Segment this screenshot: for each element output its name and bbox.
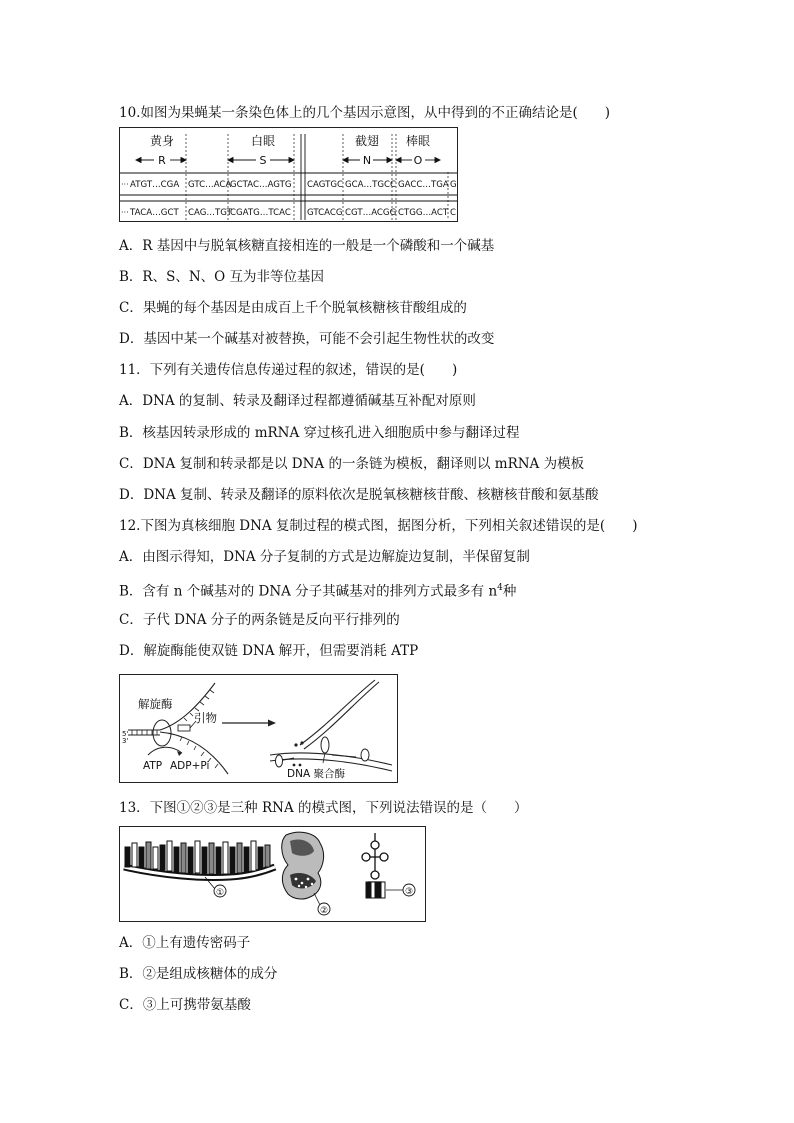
q12-option-d: D．解旋酶能使双链 DNA 解开，但需要消耗 ATP: [119, 643, 419, 659]
q11-option-a: A．DNA 的复制、转录及翻译过程都遵循碱基互补配对原则: [119, 393, 476, 409]
atp-label: ATP: [143, 760, 163, 772]
q12-option-c: C．子代 DNA 分子的两条链是反向平行排列的: [119, 612, 400, 628]
q12-option-a: A．由图示得知，DNA 分子复制的方式是边解旋边复制，半保留复制: [119, 549, 530, 565]
trait-label: 棒眼: [405, 134, 431, 148]
gene-label-o: O: [413, 154, 423, 167]
top-strand-seq: GACC…TGA: [398, 180, 449, 190]
trait-label: 黄身: [149, 134, 175, 148]
top-strand-seq: GCA…TGCC: [345, 180, 397, 190]
q10-option-b: B．R、S、N、O 互为非等位基因: [119, 269, 325, 285]
top-strand-seq: GTC…ACA: [188, 180, 232, 190]
q11-option-d: D．DNA 复制、转录及翻译的原料依次是脱氧核糖核苷酸、核糖核苷酸和氨基酸: [119, 487, 599, 503]
gene-label-n: N: [362, 154, 372, 167]
trait-label: 截翅: [354, 134, 380, 148]
top-strand-seq: G: [450, 180, 457, 190]
trait-label: 白眼: [250, 134, 276, 148]
q11-option-c: C．DNA 复制和转录都是以 DNA 的一条链为模板，翻译则以 mRNA 为模板: [119, 456, 585, 472]
bottom-strand-seq: CGATG…TCAC: [230, 208, 291, 218]
bottom-strand-seq: CAG…TGT: [188, 208, 232, 218]
q12-option-b-text: B．含有 n 个碱基对的 DNA 分子其碱基对的排列方式最多有 n: [119, 583, 498, 600]
bottom-strand-seq: C: [450, 208, 457, 218]
q13-option-a: A．①上有遗传密码子: [119, 935, 251, 951]
polymerase-label: DNA 聚合酶: [287, 768, 345, 780]
svg-text:···: ···: [121, 208, 129, 217]
dna-replication-figure: [119, 674, 398, 783]
svg-text:···: ···: [121, 180, 129, 189]
q13-option-b: B．②是组成核糖体的成分: [119, 966, 278, 982]
q10-option-d: D．基因中某一个碱基对被替换，可能不会引起生物性状的改变: [119, 331, 495, 347]
top-strand-seq: GCTAC…AGTG: [230, 180, 292, 190]
gene-figure: [119, 127, 458, 222]
q13-option-c: C．③上可携带氨基酸: [119, 997, 251, 1013]
helicase-label: 解旋酶: [138, 697, 173, 711]
label-mrna: ①: [215, 888, 225, 898]
gene-label-s: S: [259, 154, 267, 167]
primer-label: 引物: [194, 711, 217, 725]
q12-option-b: [119, 579, 516, 601]
top-strand-seq: ATGT…CGA: [130, 180, 180, 190]
q12-option-b-suffix: 种: [502, 583, 517, 600]
q12-stem: 12.下图为真核细胞 DNA 复制过程的模式图，据图分析，下列相关叙述错误的是( ): [119, 518, 638, 534]
label-trna: ③: [404, 887, 414, 897]
q10-option-a: A．R 基因中与脱氧核糖直接相连的一般是一个磷酸和一个碱基: [119, 238, 495, 254]
gene-label-r: R: [158, 154, 166, 167]
top-strand-seq: CAGTGC: [307, 180, 343, 190]
q11-stem: 11．下列有关遗传信息传递过程的叙述，错误的是( ): [119, 362, 458, 378]
bottom-strand-seq: CGT…ACGG: [345, 208, 397, 218]
rna-types-figure: [119, 826, 426, 922]
bottom-strand-seq: CTGG…ACT: [398, 208, 449, 218]
adp-label: ADP+Pi: [170, 760, 210, 772]
q10-stem: 10.如图为果蝇某一条染色体上的几个基因示意图，从中得到的不正确结论是( ): [119, 105, 611, 121]
q10-option-c: C．果蝇的每个基因是由成百上千个脱氧核糖核苷酸组成的: [119, 300, 467, 316]
q11-option-b: B．核基因转录形成的 mRNA 穿过核孔进入细胞质中参与翻译过程: [119, 425, 520, 441]
q12-option-b-exponent: 4: [497, 583, 503, 593]
three-prime-label: 3': [122, 737, 129, 745]
label-rrna: ②: [319, 906, 329, 916]
bottom-strand-seq: TACA…GCT: [130, 208, 179, 218]
five-prime-label: 5': [122, 730, 129, 738]
bottom-strand-seq: GTCACG: [307, 208, 343, 218]
q13-stem: 13．下图①②③是三种 RNA 的模式图，下列说法错误的是（ ）: [119, 800, 528, 816]
